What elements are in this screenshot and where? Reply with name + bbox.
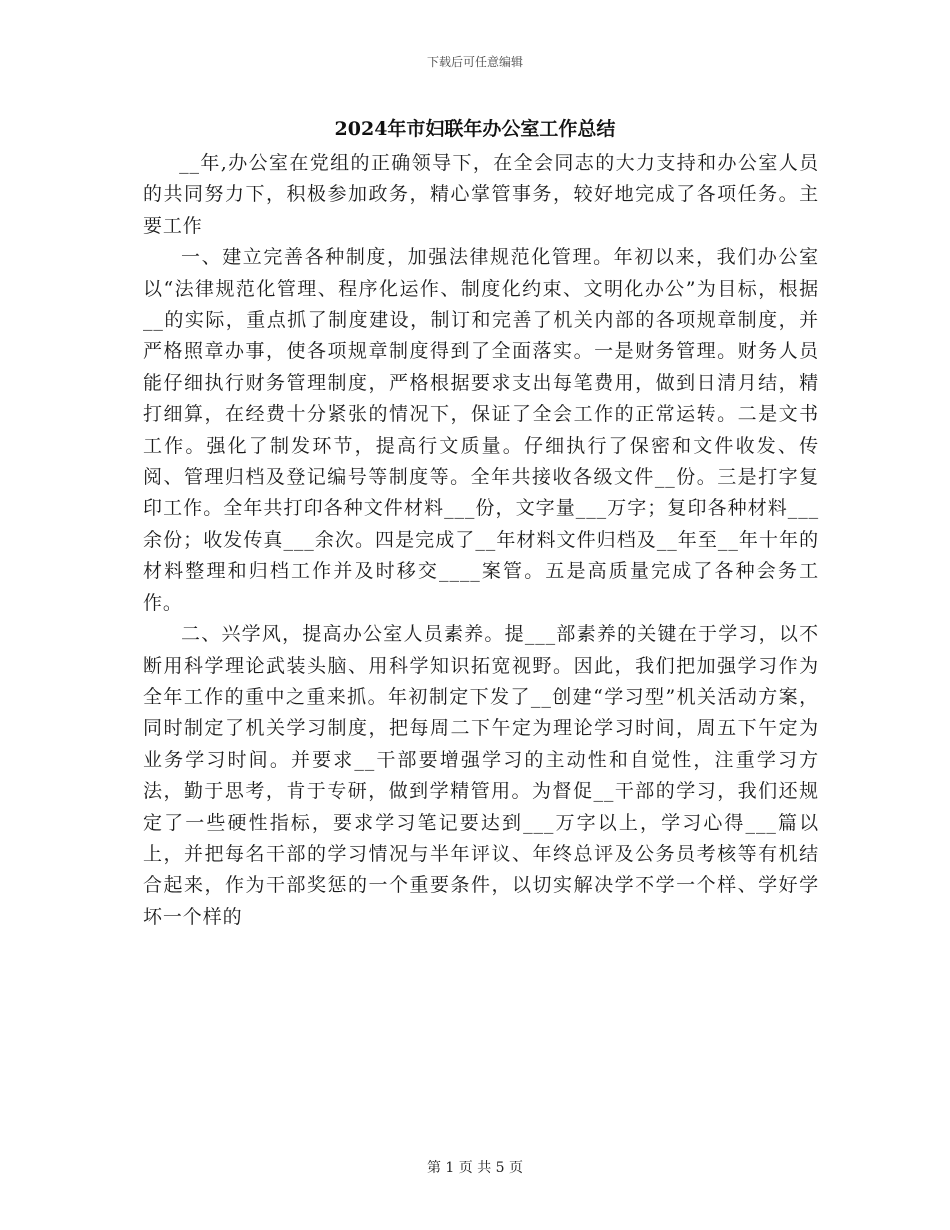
paragraph-section-two: 二、兴学风，提高办公室人员素养。提___部素养的关键在于学习，以不断用科学理论武装头脑、用科学知识拓宽视野。因此，我们把加强学习作为全年工作的重中之重来抓。年初制定下发了__创建“学习型”机关活动方案，同时制定了机关学习制度，把每周二下午定为理论学习时间，周五下午定为业务学习时间。并要求__干部要增强学习的主动性和自觉性，注重学习方法，勤于思考，肯于专研，做到学精管用。为督促__干部的学习，我们还规定了一些硬性指标，要求学习笔记要达到___万字以上，学习心得___篇以上，并把每名干部的学习情况与半年评议、年终总评及公务员考核等有机结合起来，作为干部奖惩的一个重要条件，以切实解决学不学一个样、学好学坏一个样的: [143, 623, 819, 928]
page-number-footer: 第 1 页 共 5 页: [426, 1160, 524, 1176]
paragraph-section-one: 一、建立完善各种制度，加强法律规范化管理。年初以来，我们办公室以“法律规范化管理、程序化运作、制度化约束、文明化办公”为目标，根据__的实际，重点抓了制度建设，制订和完善了机关内部的各项规章制度，并严格照章办事，使各项规章制度得到了全面落实。一是财务管理。财务人员能仔细执行财务管理制度，严格根据要求支出每笔费用，做到日清月结，精打细算，在经费十分紧张的情况下，保证了全会工作的正常运转。二是文书工作。强化了制发环节，提高行文质量。仔细执行了保密和文件收发、传阅、管理归档及登记编号等制度等。全年共接收各级文件__份。三是打字复印工作。全年共打印各种文件材料___份，文字量___万字；复印各种材料___余份；收发传真___余次。四是完成了__年材料文件归档及__年至__年十年的材料整理和归档工作并及时移交____案管。五是高质量完成了各种会务工作。: [143, 246, 819, 614]
paragraph-intro: __年,办公室在党组的正确领导下，在全会同志的大力支持和办公室人员的共同努力下，积极参加政务，精心掌管事务，较好地完成了各项任务。主要工作: [143, 152, 819, 237]
document-title: 2024年市妇联年办公室工作总结: [334, 118, 616, 140]
page-header-note: 下载后可任意编辑: [426, 55, 523, 69]
document-body: [143, 148, 819, 933]
